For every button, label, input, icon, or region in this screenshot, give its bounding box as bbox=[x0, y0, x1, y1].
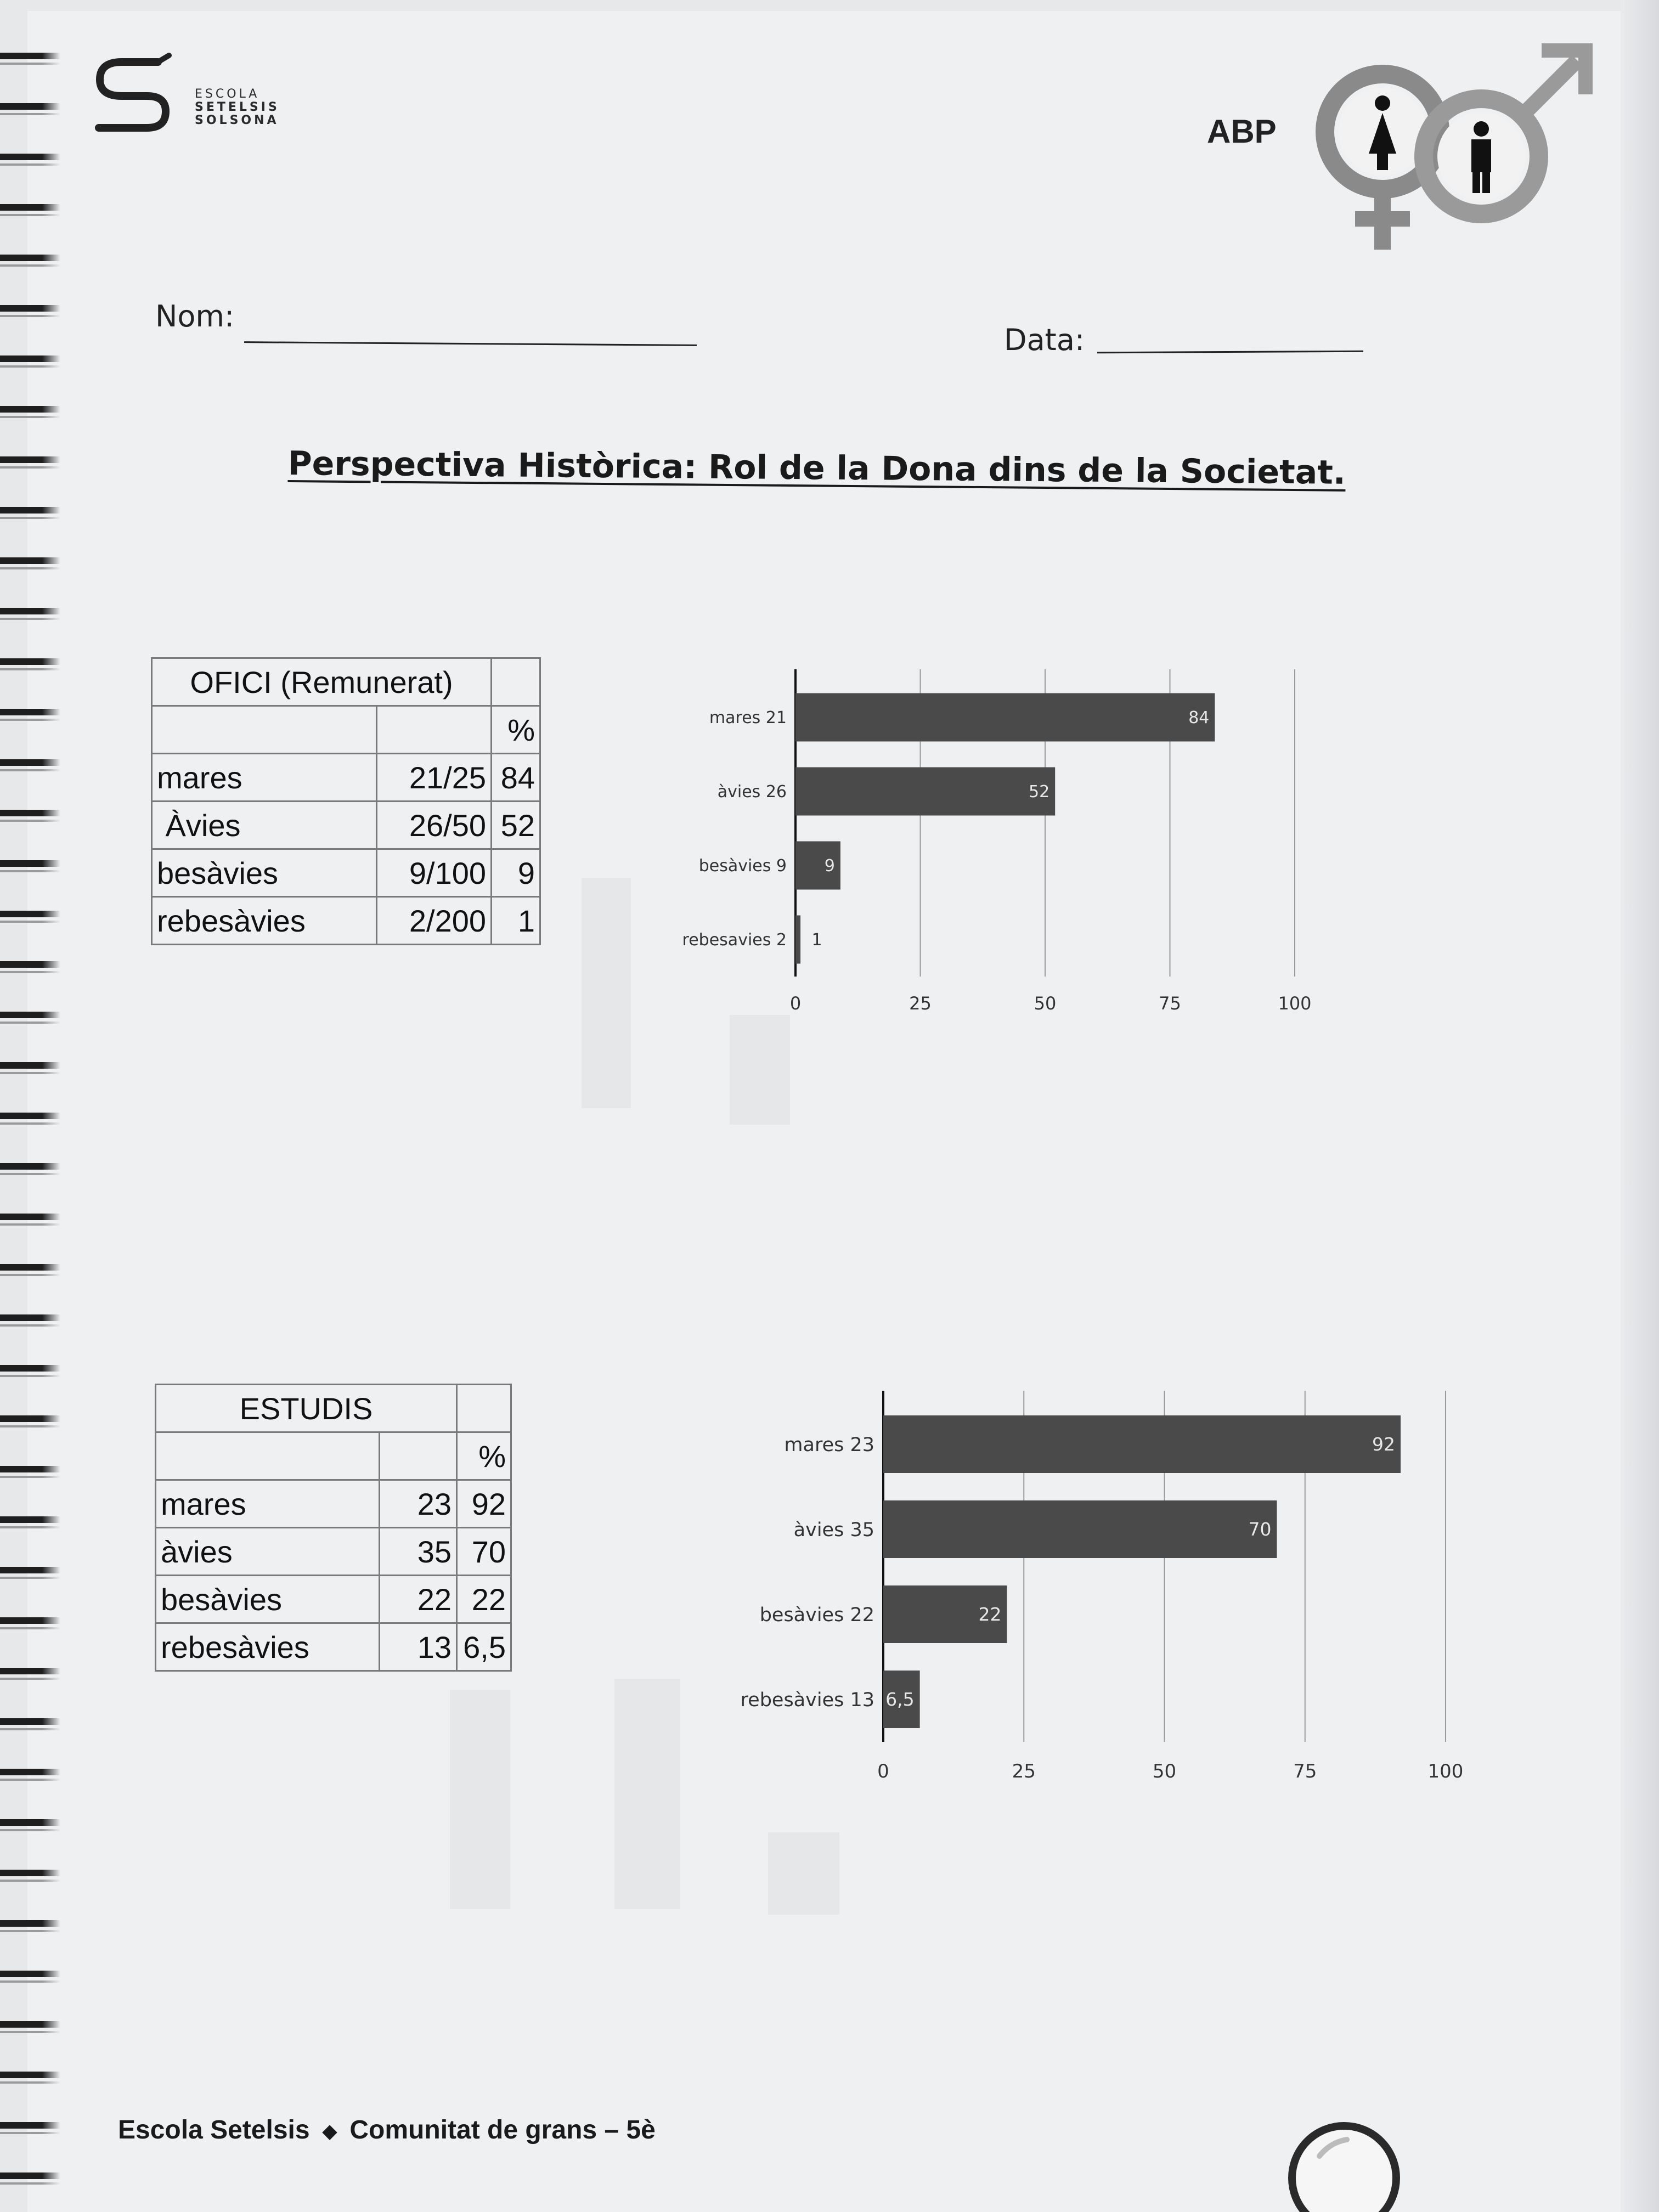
table-row bbox=[156, 1480, 511, 1528]
row-label: Àvies bbox=[152, 802, 377, 849]
category-label: mares 23 bbox=[784, 1434, 874, 1456]
school-name-line2: SETELSIS bbox=[195, 100, 280, 114]
data-label: 6,5 bbox=[885, 1689, 915, 1711]
bar bbox=[795, 768, 1055, 816]
pct-header: % bbox=[492, 706, 540, 754]
x-tick-label: 25 bbox=[1012, 1760, 1036, 1782]
data-label: 70 bbox=[1248, 1519, 1272, 1541]
category-label: rebesàvies 13 bbox=[740, 1689, 874, 1711]
footer-course: Comunitat de grans – 5è bbox=[349, 2115, 656, 2145]
estudis-table bbox=[155, 1384, 512, 1672]
show-through-block bbox=[730, 1015, 790, 1125]
row-pct: 1 bbox=[492, 897, 540, 945]
data-label: 22 bbox=[978, 1604, 1002, 1626]
estudis-table-title: ESTUDIS bbox=[156, 1385, 457, 1432]
row-label: mares bbox=[152, 754, 377, 802]
x-tick-label: 0 bbox=[789, 993, 802, 1014]
table-row bbox=[152, 849, 540, 897]
page-title: Perspectiva Històrica: Rol de la Dona dins de la Societat. bbox=[287, 444, 1346, 492]
data-label: 84 bbox=[1188, 708, 1210, 727]
footer-separator-icon: ◆ bbox=[322, 2121, 337, 2142]
row-value: 2/200 bbox=[376, 897, 491, 945]
ofici-table-title: OFICI (Remunerat) bbox=[152, 658, 492, 706]
school-name-line1: ESCOLA bbox=[195, 87, 260, 101]
x-tick-label: 50 bbox=[1152, 1760, 1177, 1782]
category-label: rebesavies 2 bbox=[682, 930, 787, 950]
row-pct: 52 bbox=[492, 802, 540, 849]
school-name bbox=[195, 88, 280, 127]
school-logo-icon bbox=[93, 52, 176, 134]
table-cell bbox=[492, 658, 540, 706]
magnifier-icon bbox=[1278, 2112, 1415, 2212]
bar bbox=[883, 1415, 1401, 1473]
x-tick-label: 75 bbox=[1293, 1760, 1317, 1782]
category-label: àvies 26 bbox=[717, 782, 787, 802]
table-cell bbox=[156, 1432, 380, 1480]
row-value: 9/100 bbox=[376, 849, 491, 897]
show-through-block bbox=[582, 878, 631, 1108]
row-pct: 9 bbox=[492, 849, 540, 897]
row-pct: 22 bbox=[457, 1576, 511, 1623]
table-row bbox=[152, 897, 540, 945]
bar bbox=[795, 693, 1215, 742]
row-label: besàvies bbox=[152, 849, 377, 897]
x-tick-label: 75 bbox=[1159, 993, 1181, 1014]
category-label: àvies 35 bbox=[793, 1519, 874, 1541]
table-cell bbox=[376, 706, 491, 754]
data-label: 52 bbox=[1029, 782, 1050, 802]
ofici-table bbox=[151, 657, 541, 945]
show-through-block bbox=[768, 1832, 839, 1915]
row-value: 13 bbox=[380, 1623, 457, 1671]
x-tick-label: 100 bbox=[1278, 993, 1312, 1014]
category-label: mares 21 bbox=[709, 708, 787, 727]
footer bbox=[118, 2115, 656, 2145]
data-label: 1 bbox=[811, 930, 822, 950]
row-value: 22 bbox=[380, 1576, 457, 1623]
row-pct: 92 bbox=[457, 1480, 511, 1528]
abp-label: ABP bbox=[1207, 113, 1277, 150]
category-label: besàvies 9 bbox=[698, 856, 787, 876]
table-cell bbox=[152, 706, 377, 754]
row-value: 21/25 bbox=[376, 754, 491, 802]
pct-header: % bbox=[457, 1432, 511, 1480]
x-tick-label: 50 bbox=[1034, 993, 1057, 1014]
row-pct: 84 bbox=[492, 754, 540, 802]
table-cell bbox=[380, 1432, 457, 1480]
bar bbox=[883, 1500, 1277, 1558]
row-pct: 6,5 bbox=[457, 1623, 511, 1671]
name-label: Nom: bbox=[155, 299, 235, 334]
category-label: besàvies 22 bbox=[759, 1604, 874, 1626]
table-row bbox=[156, 1576, 511, 1623]
page-edge-shadow bbox=[1621, 0, 1659, 2212]
row-value: 35 bbox=[380, 1528, 457, 1576]
table-cell bbox=[457, 1385, 511, 1432]
row-label: rebesàvies bbox=[152, 897, 377, 945]
date-label: Data: bbox=[1004, 323, 1085, 357]
school-name-line3: SOLSONA bbox=[195, 114, 279, 127]
footer-school: Escola Setelsis bbox=[118, 2115, 310, 2145]
table-row bbox=[152, 802, 540, 849]
gender-symbols-icon bbox=[1300, 38, 1596, 252]
show-through-block bbox=[614, 1679, 680, 1909]
ofici-bar-chart bbox=[658, 647, 1372, 1031]
x-tick-label: 25 bbox=[909, 993, 932, 1014]
row-value: 23 bbox=[380, 1480, 457, 1528]
row-value: 26/50 bbox=[376, 802, 491, 849]
show-through-block bbox=[450, 1690, 510, 1909]
data-label: 9 bbox=[824, 856, 835, 876]
table-row bbox=[156, 1528, 511, 1576]
table-row bbox=[152, 754, 540, 802]
x-tick-label: 100 bbox=[1427, 1760, 1464, 1782]
table-row bbox=[156, 1623, 511, 1671]
row-label: rebesàvies bbox=[156, 1623, 380, 1671]
spiral-binding bbox=[0, 38, 60, 2212]
row-pct: 70 bbox=[457, 1528, 511, 1576]
x-tick-label: 0 bbox=[877, 1760, 889, 1782]
row-label: besàvies bbox=[156, 1576, 380, 1623]
data-label: 92 bbox=[1372, 1434, 1395, 1455]
row-label: mares bbox=[156, 1480, 380, 1528]
row-label: àvies bbox=[156, 1528, 380, 1576]
bar bbox=[795, 916, 800, 964]
estudis-bar-chart bbox=[735, 1372, 1503, 1810]
